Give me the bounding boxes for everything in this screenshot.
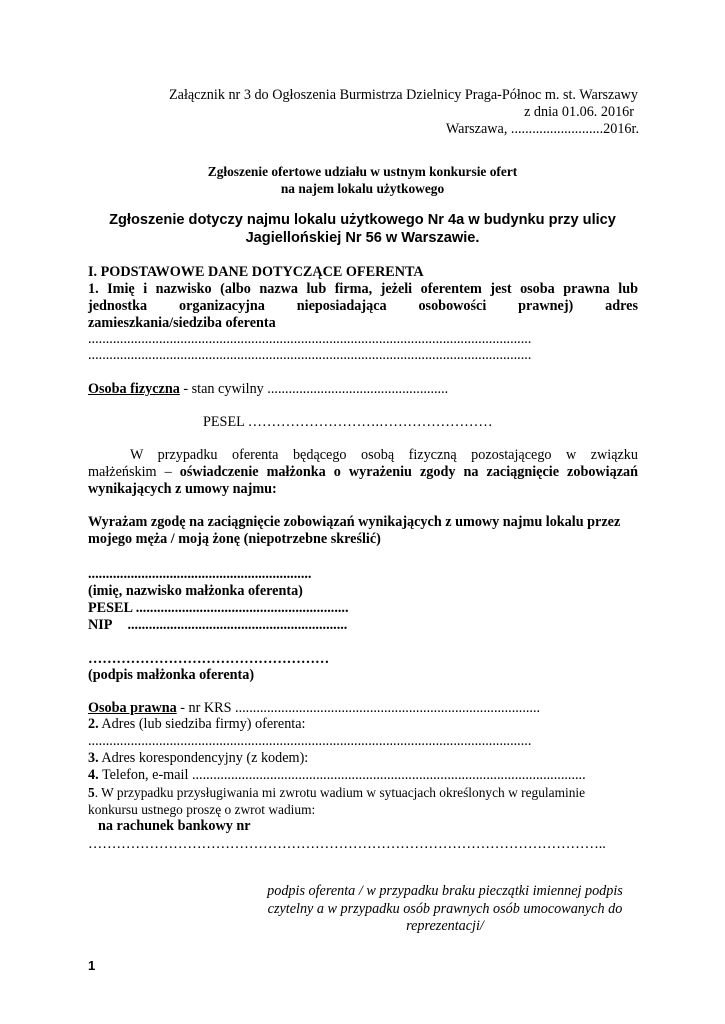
legal-person-line xyxy=(88,700,540,717)
section-heading: I. PODSTAWOWE DANE DOTYCZĄCE OFERENTA xyxy=(88,264,424,280)
krs-field: - nr KRS ...................................................................................... xyxy=(176,700,541,716)
pesel-field: PESEL ……………………….…………………… xyxy=(203,414,493,430)
bank-account-dots: ……………………………………………………………………………………………….. xyxy=(88,836,606,852)
spouse-nip-field xyxy=(88,617,347,634)
signature-note-line1: podpis oferenta / w przypadku braku pieczątki imiennej podpis xyxy=(267,883,623,899)
item3-line xyxy=(88,750,308,767)
legal-person-label: Osoba prawna xyxy=(88,700,177,716)
item2-label: Adres (lub siedziba firmy) oferenta: xyxy=(101,716,306,732)
item1-line1: 1. Imię i nazwisko (albo nazwa lub firma, jeżeli oferentem jest osoba prawna lub xyxy=(88,281,638,297)
item2-line xyxy=(88,716,305,733)
address-dots-1: ............................................................................................................................. xyxy=(88,331,532,347)
marital-note-line1: W przypadku oferenta będącego osobą fizyczną pozostającego w związku xyxy=(130,447,638,463)
subject-line2: Jagiellońskiej Nr 56 w Warszawie. xyxy=(245,230,480,246)
item5-number: 5 xyxy=(88,785,95,800)
signature-note-line2: czytelny a w przypadku osób prawnych osób umocowanych do xyxy=(267,901,623,917)
spouse-nip-label: NIP xyxy=(88,617,113,633)
item4-line xyxy=(88,767,586,784)
subject-line: Zgłoszenie dotyczy najmu lokalu użytkowego Nr 4a w budynku przy ulicy xyxy=(109,212,616,228)
item5-line2: konkursu ustnego proszę o zwrot wadium: xyxy=(88,802,316,817)
item4-number: 4. xyxy=(88,767,99,783)
item2-dots: ............................................................................................................................. xyxy=(88,733,532,749)
marital-note-bold: oświadczenie małżonka o wyrażeniu zgody na zaciągnięcie zobowiązań xyxy=(179,464,638,480)
address-dots-2: ............................................................................................................................. xyxy=(88,347,532,363)
marital-note-plain: małżeńskim – xyxy=(88,464,180,480)
attachment-reference: Załącznik nr 3 do Ogłoszenia Burmistrza Dzielnicy Praga-Północ m. st. Warszawy xyxy=(168,87,638,103)
natural-person-line xyxy=(88,381,448,398)
item5-line1 xyxy=(88,784,585,801)
bank-account-label: na rachunek bankowy nr xyxy=(98,818,251,834)
item5-text: . W przypadku przysługiwania mi zwrotu wadium w sytuacjach określonych w regulaminie xyxy=(94,785,586,800)
item3-number: 3. xyxy=(88,750,99,766)
spouse-name-label: (imię, nazwisko małżonka oferenta) xyxy=(88,583,303,599)
civil-status-field: - stan cywilny ................................................... xyxy=(179,381,449,397)
form-title-line2: na najem lokalu użytkowego xyxy=(280,181,445,196)
signature-note-line3: reprezentacji/ xyxy=(406,918,484,934)
item2-number: 2. xyxy=(88,716,99,732)
consent-line2: mojego męża / moją żonę (niepotrzebne skreślić) xyxy=(88,531,381,547)
item3-label: Adres korespondencyjny (z kodem): xyxy=(101,750,309,766)
spouse-name-dots: ............................................................... xyxy=(88,566,312,582)
marital-note-line3: wynikających z umowy najmu: xyxy=(88,481,277,497)
item1-line3: zamieszkania/siedziba oferenta xyxy=(88,315,276,331)
item4-label: Telefon, e-mail ............................................................................................................... xyxy=(101,767,586,783)
place-date-line: Warszawa, ..........................2016r. xyxy=(445,121,639,137)
spouse-pesel-field: PESEL ............................................................ xyxy=(88,600,349,616)
form-title: Zgłoszenie ofertowe udziału w ustnym konkursie ofert xyxy=(207,164,518,179)
natural-person-label: Osoba fizyczna xyxy=(88,381,180,397)
spouse-nip-dots: .............................................................. xyxy=(127,617,348,633)
item1-line2: jednostka organizacyjna nieposiadająca osobowości prawnej) adres xyxy=(88,298,638,314)
marital-note-line2 xyxy=(88,464,638,481)
spouse-signature-label: (podpis małżonka oferenta) xyxy=(88,667,255,683)
page-number: 1 xyxy=(88,958,96,973)
announcement-date: z dnia 01.06. 2016r xyxy=(524,104,634,120)
consent-line1: Wyrażam zgodę na zaciągnięcie zobowiązań wynikających z umowy najmu lokalu przez xyxy=(88,514,621,530)
spouse-signature-dots: …………………………………………… xyxy=(88,651,330,667)
